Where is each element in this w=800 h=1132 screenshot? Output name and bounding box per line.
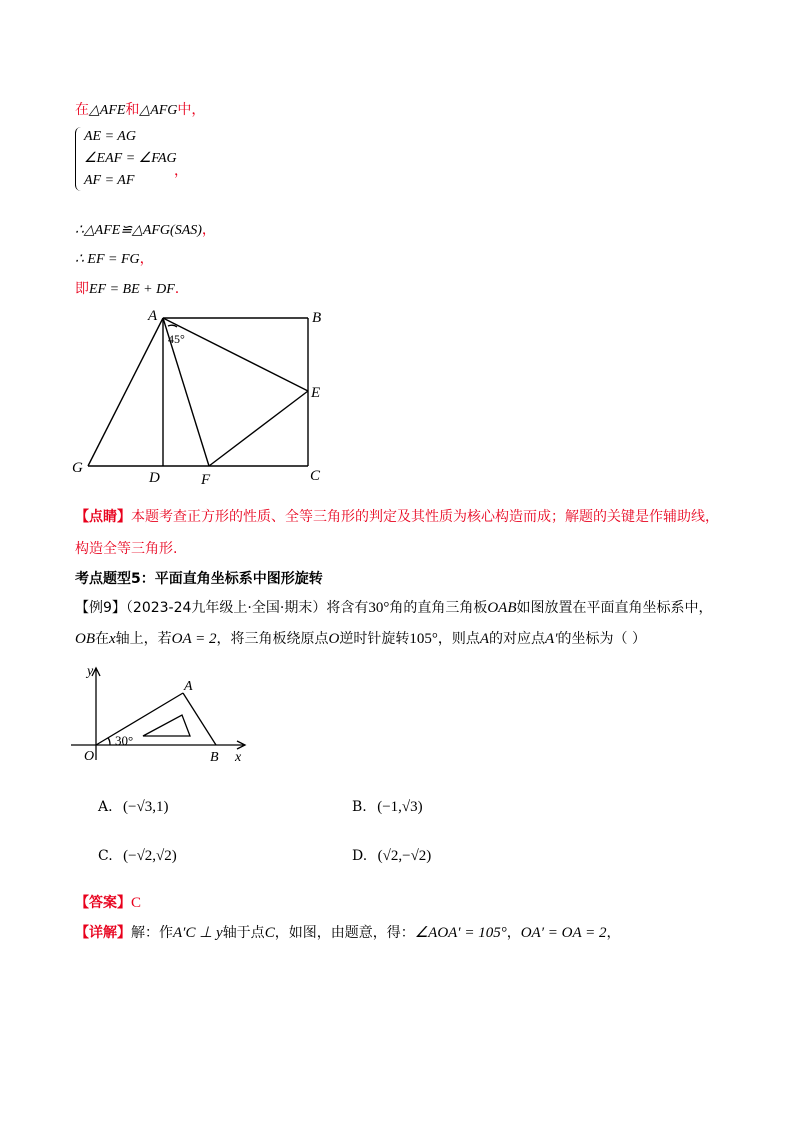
proof-line-4: ∴ EF = FG， (75, 251, 154, 267)
note-text: 本题考查正方形的性质、全等三角形的判定及其性质为核心构造而成；解题的关键是作辅助线， (131, 509, 719, 525)
option-a[interactable]: A. (−√3,1) (98, 799, 169, 815)
brace (75, 127, 83, 191)
label-b2: B (210, 750, 219, 765)
label-o: O (84, 749, 95, 764)
option-a-value: (−√3,1) (123, 799, 169, 815)
system-row: AE = AG (84, 129, 136, 144)
option-b[interactable]: B. (−1,√3) (352, 799, 423, 815)
answer-line (75, 892, 141, 912)
answer-tag: 【答案】 (75, 895, 131, 911)
example-source: （2023-24九年级上·全国·期末）将含有 (125, 600, 369, 616)
option-c[interactable]: C. (−√2,√2) (98, 848, 177, 864)
congruence-statement: ∴△AFE≌△AFG(SAS) (75, 223, 202, 238)
option-b-value: (−1,√3) (377, 799, 423, 815)
conclusion: EF = BE + DF (89, 282, 175, 297)
note-tag: 【点睛】 (75, 509, 131, 525)
system-row: AF = AF (84, 173, 135, 188)
label-d: D (149, 470, 160, 486)
coordinate-figure (65, 660, 255, 770)
label-g: G (72, 460, 83, 476)
ef-eq-fg: ∴ EF = FG (75, 252, 140, 267)
proof-text: 在 (75, 102, 89, 118)
detail-tag: 【详解】 (75, 925, 131, 941)
answer-value: C (131, 895, 142, 911)
label-f: F (201, 472, 211, 488)
note-line-1 (75, 506, 719, 526)
label-c: C (310, 468, 321, 484)
label-b: B (312, 310, 322, 326)
example-tag: 【例9】 (75, 600, 126, 616)
triangle-afe: △AFE (89, 103, 126, 118)
section-title: 考点题型5：平面直角坐标系中图形旋转 (75, 571, 323, 587)
example-line-1: 【例9】（2023-24九年级上·全国·期末）将含有30°角的直角三角板OAB如图放置在平面直角坐标系中， (75, 600, 713, 616)
proof-line-3: ∴△AFE≌△AFG(SAS)， (75, 222, 216, 238)
square-figure (60, 300, 350, 495)
proof-line-5: 即EF = BE + DF. (75, 281, 180, 297)
example-line-2: OB在x轴上，若OA = 2，将三角板绕原点O逆时针旋转105°，则点A的对应点A′的坐标为（ ） (75, 631, 646, 647)
label-a2: A (184, 679, 193, 694)
label-x: x (235, 750, 242, 765)
system-comma: ， (174, 163, 188, 179)
option-d-value: (√2,−√2) (377, 848, 432, 864)
option-c-value: (−√2,√2) (123, 848, 177, 864)
proof-text: 中， (177, 102, 206, 118)
triangle-afg: △AFG (139, 103, 178, 118)
equation-system (84, 126, 177, 192)
detail-line: 【详解】解：作A′C ⊥ y轴于点C，如图，由题意，得：∠AOA′ = 105°，OA′ = OA = 2， (75, 925, 621, 941)
angle-label: 45° (168, 332, 185, 346)
label-y: y (87, 664, 94, 679)
label-e: E (311, 385, 321, 401)
option-d[interactable]: D. (√2,−√2) (352, 848, 432, 864)
system-row: ∠EAF = ∠FAG (84, 151, 177, 166)
note-line-2: 构造全等三角形. (75, 541, 178, 557)
angle-30: 30° (115, 733, 134, 748)
proof-text: 和 (125, 102, 140, 118)
proof-line-1 (75, 99, 205, 119)
label-a: A (148, 308, 158, 324)
